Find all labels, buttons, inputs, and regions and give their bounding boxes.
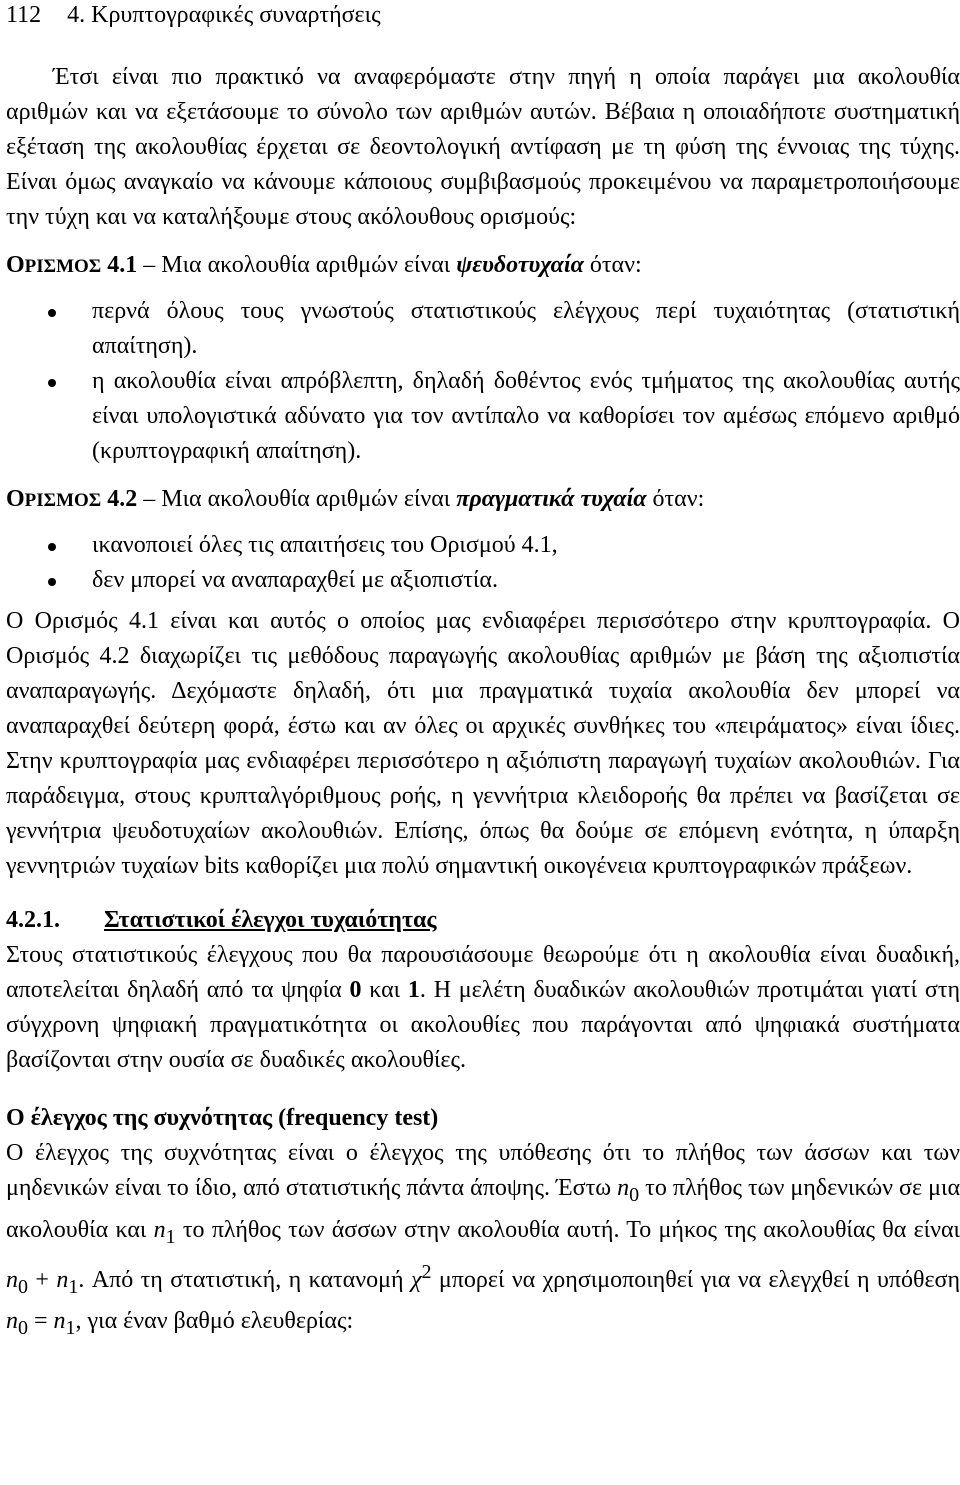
definition-term: πραγματικά τυχαία	[456, 486, 647, 512]
definition-tail: όταν:	[652, 486, 705, 512]
definition-text: Μια ακολουθία αριθμών είναι	[161, 252, 451, 278]
digit-one: 1	[407, 977, 420, 1003]
list-item: ικανοποιεί όλες τις απαιτήσεις του Ορισμού 4.1,	[6, 528, 960, 563]
definition-text: Μια ακολουθία αριθμών είναι	[161, 486, 451, 512]
list-item: η ακολουθία είναι απρόβλεπτη, δηλαδή δοθέντος ενός τμήματος της ακολουθίας αυτής είναι υπολογιστικά αδύνατο για τον αντίπαλο να καθορίσει τον αμέσως επόμενο αριθμό (κρυπτογραφική απαίτηση).	[6, 364, 960, 469]
definition-dash: –	[143, 486, 156, 512]
definition-4-2-conditions	[6, 528, 960, 598]
bullet-icon	[48, 309, 56, 317]
page-content	[6, 60, 960, 1346]
definition-term: ψευδοτυχαία	[456, 252, 584, 278]
definition-4-1	[6, 248, 960, 284]
section-title: Στατιστικοί έλεγχοι τυχαιότητας	[104, 907, 437, 933]
frequency-test-heading: Ο έλεγχος της συχνότητας (frequency test)	[6, 1105, 439, 1131]
bullet-icon	[48, 578, 56, 586]
definition-tail: όταν:	[589, 252, 642, 278]
page-header	[6, 0, 381, 30]
definition-4-1-conditions	[6, 294, 960, 469]
chapter-title: 4. Κρυπτογραφικές συναρτήσεις	[67, 2, 381, 28]
intro-paragraph: Έτσι είναι πιο πρακτικό να αναφερόμαστε στην πηγή η οποία παράγει μια ακολουθία αριθμών και να εξετάσουμε το σύνολο των αριθμών αυτών. Βέβαια η οποιαδήποτε συστηματική εξέταση της ακολουθίας έρχεται σε δεοντολογική αντίφαση με τη φύση της έννοιας της τύχης. Είναι όμως αναγκαίο να κάνουμε κάποιους συμβιβασμούς προκειμένου να παραμετροποιήσουμε την τύχη και να καταλήξουμε στους ακόλουθους ορισμούς:	[6, 64, 960, 230]
page-number: 112	[6, 2, 42, 28]
definition-label: ΟΡΙΣΜΟΣ 4.2	[6, 486, 138, 512]
digit-zero: 0	[349, 977, 362, 1003]
bullet-icon	[48, 543, 56, 551]
bullet-icon	[48, 379, 56, 387]
definition-dash: –	[143, 252, 156, 278]
definition-label: ΟΡΙΣΜΟΣ 4.1	[6, 252, 138, 278]
definition-4-2	[6, 482, 960, 518]
frequency-test-paragraph: Ο έλεγχος της συχνότητας είναι ο έλεγχος της υπόθεσης ότι το πλήθος των άσσων και των μηδενικών είναι το ίδιο, από στατιστικής πάντα άποψης. Έστω $n_0$ το πλήθος των μηδενικών σε μια ακολουθία και $n_1$ το πλήθος των άσσων στην ακολουθία αυτή. Το μήκος της ακολουθίας θα είναι $n_0 + n_1$. Από τη στατιστική, η κατανομή $\chi^2$ μπορεί να χρησιμοποιηθεί για να ελεγχθεί η υπόθεση $n_0 = n_1$, για έναν βαθμό ελευθερίας:	[6, 1140, 960, 1340]
section-number: 4.2.1.	[6, 907, 60, 933]
discussion-paragraph: Ο Ορισμός 4.1 είναι και αυτός ο οποίος μας ενδιαφέρει περισσότερο στην κρυπτογραφία. Ο Ορισμός 4.2 διαχωρίζει τις μεθόδους παραγωγής ακολουθίας αριθμών με βάση της αξιοπιστία αναπαραγωγής. Δεχόμαστε δηλαδή, ότι μια πραγματικά τυχαία ακολουθία δεν μπορεί να αναπαραχθεί δεύτερη φορά, έστω και αν όλες οι αρχικές συνθήκες του «πειράματος» είναι ίδιες. Στην κρυπτογραφία μας ενδιαφέρει περισσότερο η αξιόπιστη παραγωγή τυχαίων ακολουθιών. Για παράδειγμα, στους κρυπταλγόριθμους ροής, η γεννήτρια κλειδοροής θα πρέπει να βασίζεται σε γεννήτρια ψευδοτυχαίων ακολουθιών. Επίσης, όπως θα δούμε σε επόμενη ενότητα, η ύπαρξη γεννητριών τυχαίων bits καθορίζει μια πολύ σημαντική οικογένεια κρυπτογραφικών πράξεων.	[6, 608, 960, 879]
list-item: δεν μπορεί να αναπαραχθεί με αξιοπιστία.	[6, 563, 960, 598]
list-item: περνά όλους τους γνωστούς στατιστικούς ελέγχους περί τυχαιότητας (στατιστική απαίτηση).	[6, 294, 960, 364]
section-paragraph: Στους στατιστικούς έλεγχους που θα παρουσιάσουμε θεωρούμε ότι η ακολουθία είναι δυαδική, αποτελείται δηλαδή από τα ψηφία 0 και 1. Η μελέτη δυαδικών ακολουθιών προτιμάται γιατί στη σύγχρονη ψηφιακή πραγματικότητα οι ακολουθίες που παράγονται από ψηφιακά συστήματα βασίζονται στην ουσία σε δυαδικές ακολουθίες.	[6, 942, 960, 1073]
section-heading	[6, 903, 960, 938]
